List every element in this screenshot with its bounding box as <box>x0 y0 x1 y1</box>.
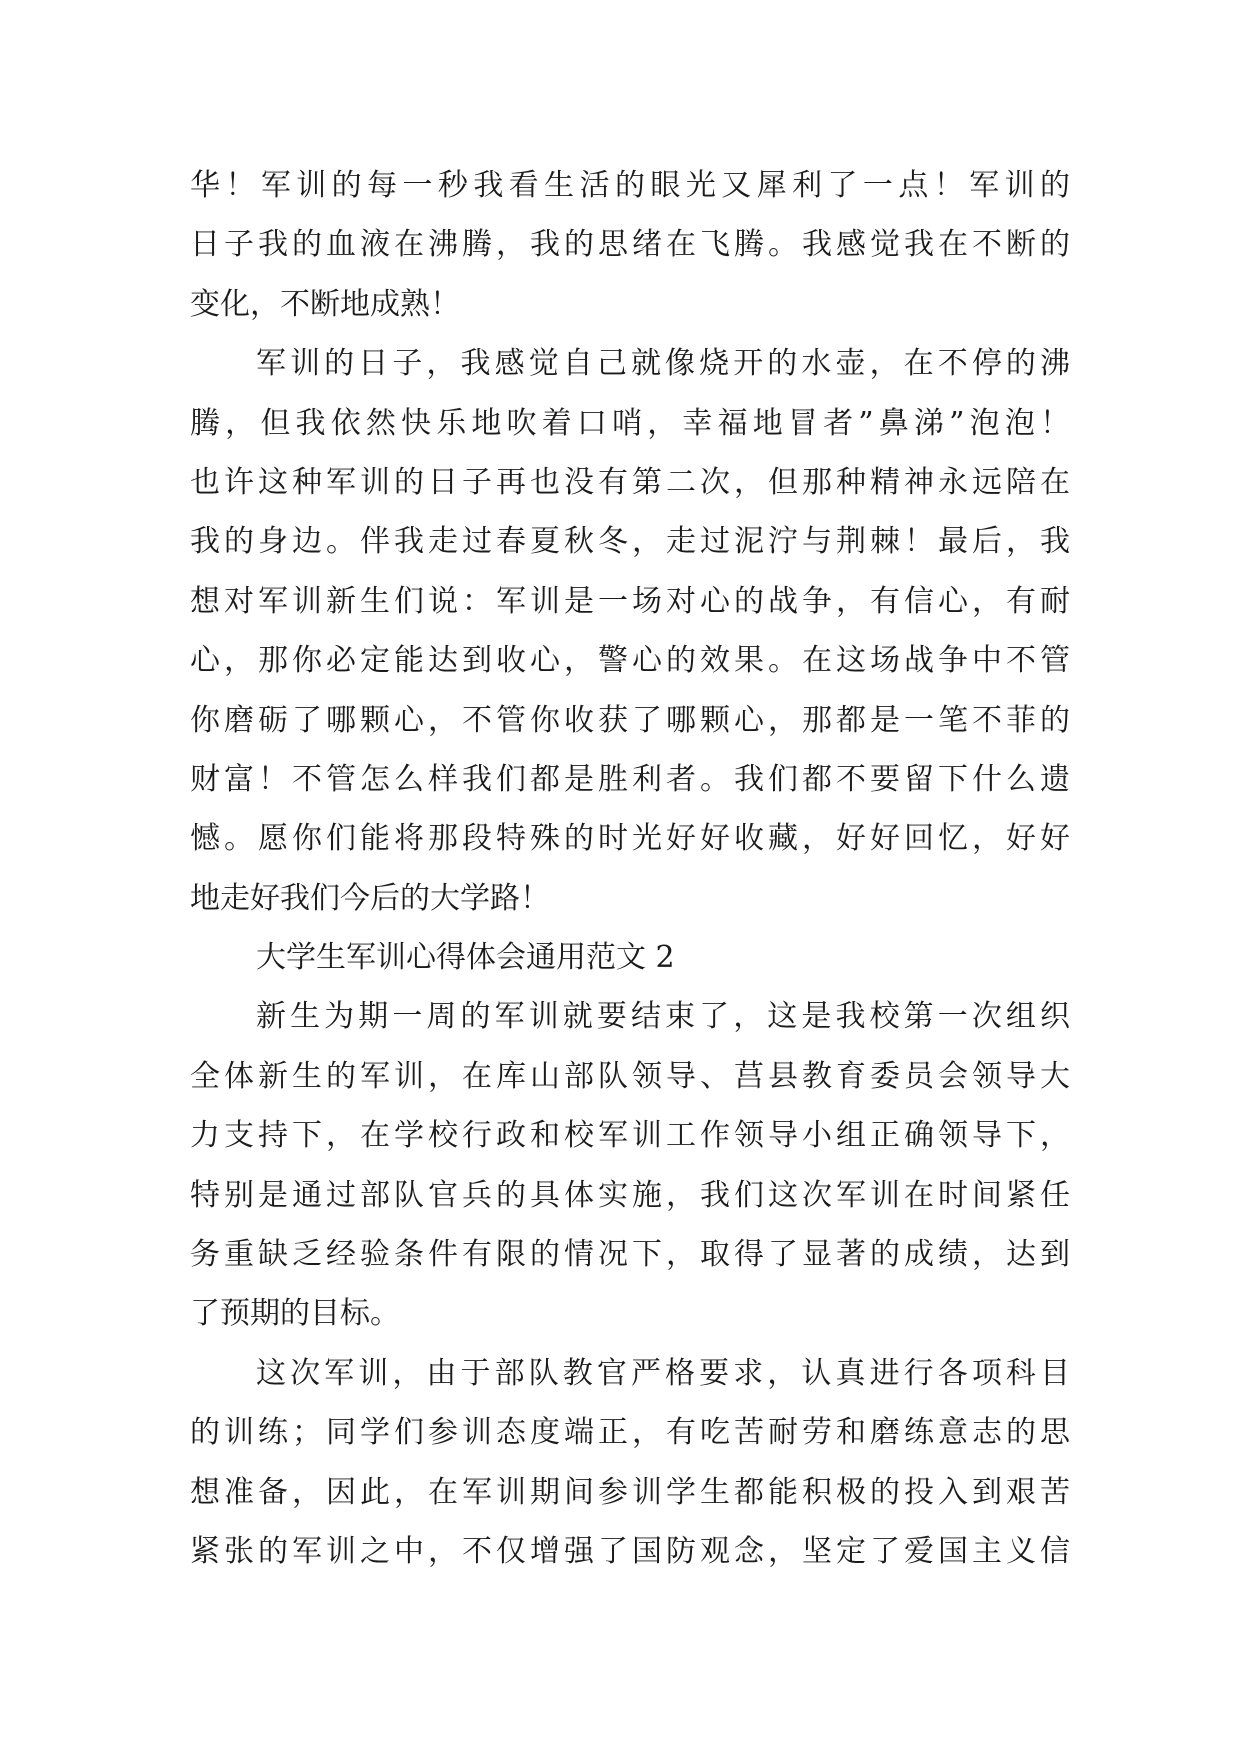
text-line: 日子我的血液在沸腾，我的思绪在飞腾。我感觉我在不断的 <box>190 227 1070 263</box>
text-line: 憾。愿你们能将那段特殊的时光好好收藏，好好回忆，好好 <box>190 821 1070 857</box>
text-line: 地走好我们今后的大学路！ <box>190 880 550 916</box>
text-line: 的训练；同学们参训态度端正，有吃苦耐劳和磨练意志的思 <box>190 1415 1070 1451</box>
text-line: 财富！不管怎么样我们都是胜利者。我们都不要留下什么遗 <box>190 761 1070 797</box>
text-line: 这次军训，由于部队教官严格要求，认真进行各项科目 <box>256 1355 1070 1391</box>
text-line: 新生为期一周的军训就要结束了，这是我校第一次组织 <box>256 999 1070 1035</box>
text-line: 力支持下，在学校行政和校军训工作领导小组正确领导下， <box>190 1118 1070 1154</box>
text-line: 紧张的军训之中，不仅增强了国防观念，坚定了爱国主义信 <box>190 1533 1070 1569</box>
text-line: 心，那你必定能达到收心，警心的效果。在这场战争中不管 <box>190 643 1070 679</box>
text-line: 全体新生的军训，在库山部队领导、莒县教育委员会领导大 <box>190 1058 1070 1094</box>
text-line: 也许这种军训的日子再也没有第二次，但那种精神永远陪在 <box>190 464 1070 500</box>
text-line: 变化，不断地成熟！ <box>190 286 460 322</box>
text-line: 务重缺乏经验条件有限的情况下，取得了显著的成绩，达到 <box>190 1237 1070 1273</box>
document-body <box>190 156 1070 1581</box>
text-line: 了预期的目标。 <box>190 1296 400 1332</box>
text-line: 华！军训的每一秒我看生活的眼光又犀利了一点！军训的 <box>190 168 1070 203</box>
text-line: 特别是通过部队官兵的具体实施，我们这次军训在时间紧任 <box>190 1177 1070 1213</box>
section-heading: 大学生军训心得体会通用范文 2 <box>256 940 675 976</box>
text-line: 腾，但我依然快乐地吹着口哨，幸福地冒者”鼻涕”泡泡！ <box>190 405 1070 441</box>
text-line: 我的身边。伴我走过春夏秋冬，走过泥泞与荆棘！最后，我 <box>190 524 1070 560</box>
text-line: 想准备，因此，在军训期间参训学生都能积极的投入到艰苦 <box>190 1474 1070 1510</box>
text-line: 想对军训新生们说：军训是一场对心的战争，有信心，有耐 <box>190 583 1070 619</box>
text-line: 军训的日子，我感觉自己就像烧开的水壶，在不停的沸 <box>256 346 1070 382</box>
text-line: 你磨砺了哪颗心，不管你收获了哪颗心，那都是一笔不菲的 <box>190 702 1070 738</box>
